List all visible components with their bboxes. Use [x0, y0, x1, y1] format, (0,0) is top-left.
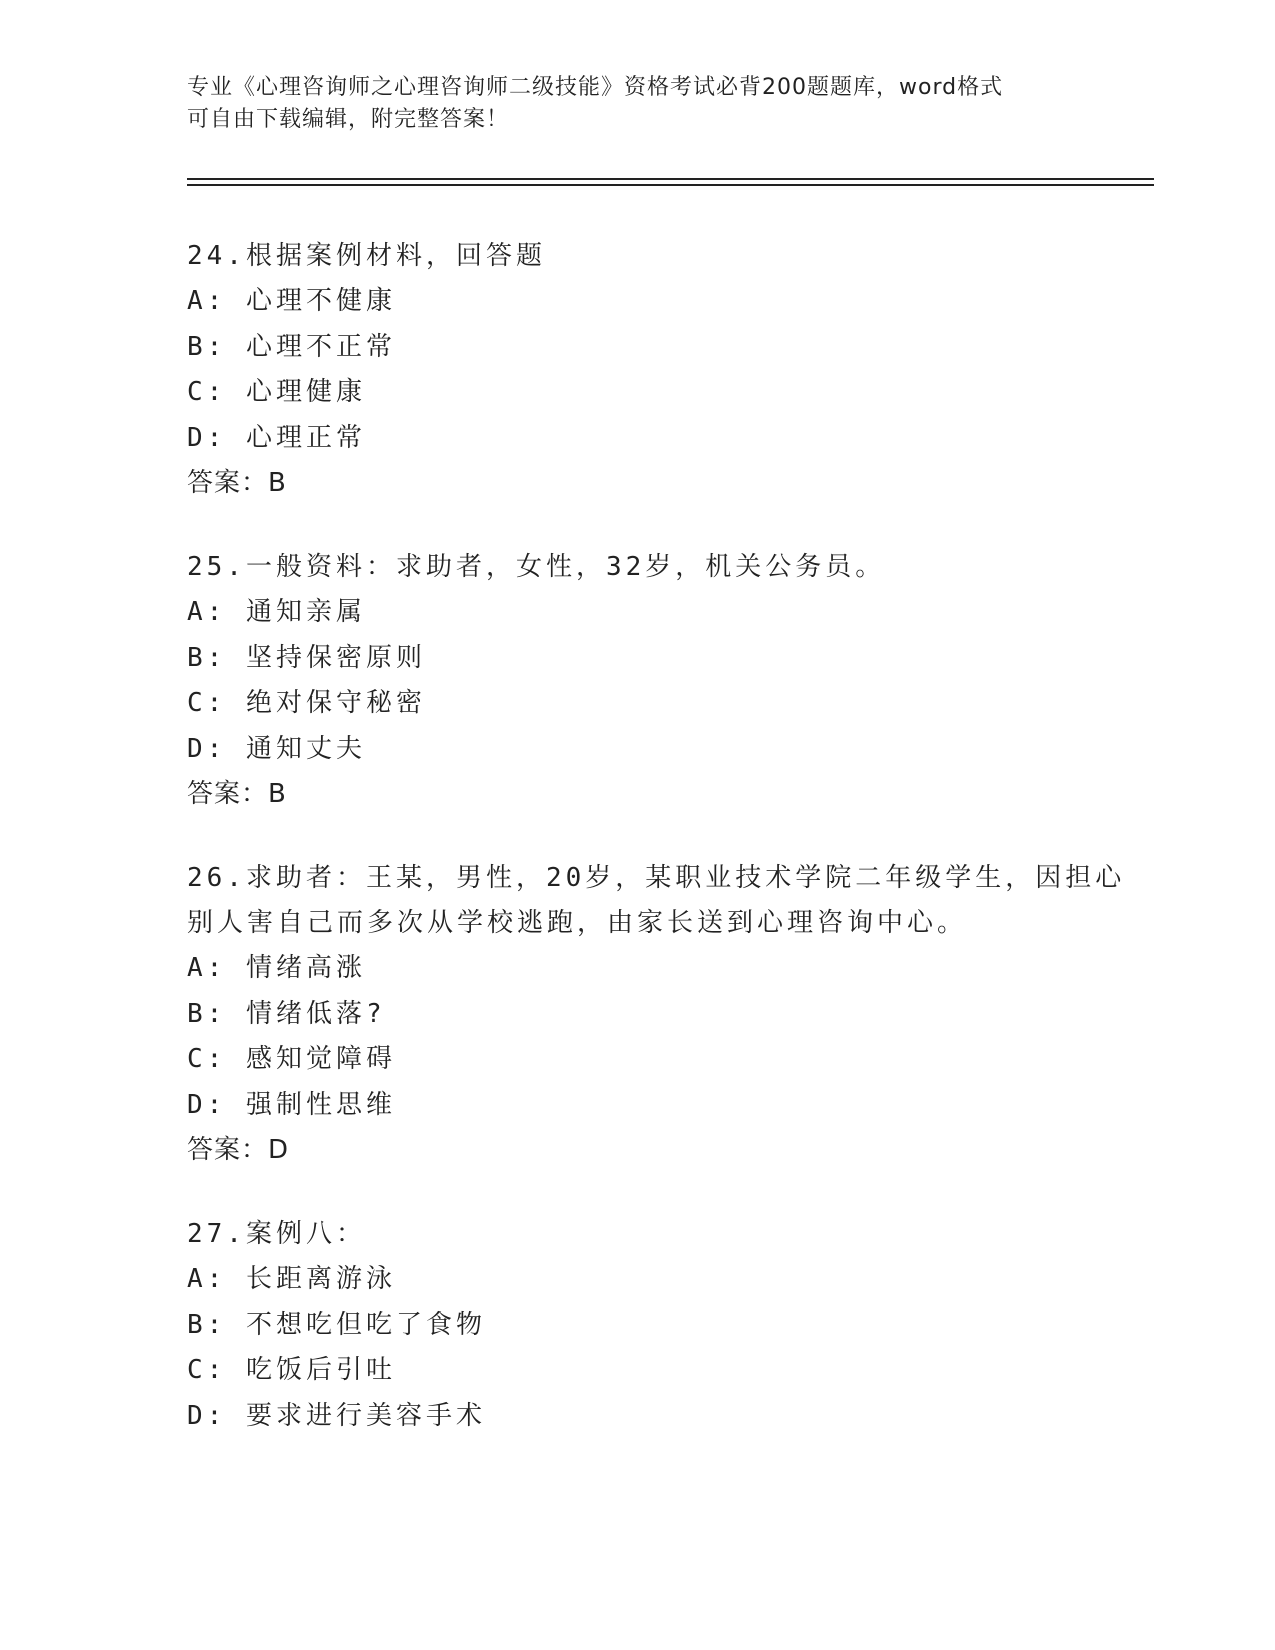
question-27 — [187, 1212, 1107, 1439]
option-c: C: 绝对保守秘密 — [187, 688, 426, 718]
option-c: C: 感知觉障碍 — [187, 1044, 396, 1074]
option-a: A: 通知亲属 — [187, 597, 366, 627]
option-c: C: 心理健康 — [187, 377, 366, 407]
header-line-1: 专业《心理咨询师之心理咨询师二级技能》资格考试必背200题题库，word格式 — [187, 75, 1004, 100]
answer: 答案：D — [187, 1135, 290, 1165]
question-list — [187, 234, 1126, 1479]
option-d: D: 强制性思维 — [187, 1089, 396, 1120]
option-b: B: 情绪低落? — [187, 998, 386, 1029]
header-line-2: 可自由下载编辑，附完整答案！ — [187, 107, 510, 132]
question-title-line-1: 26.求助者：王某，男性，20岁，某职业技术学院二年级学生，因担心 — [187, 863, 1126, 893]
option-a: A: 情绪高涨 — [187, 953, 366, 983]
option-d: D: 心理正常 — [187, 422, 366, 453]
header-divider-bottom — [187, 184, 1154, 186]
answer: 答案：B — [187, 779, 287, 809]
document-header — [187, 72, 1107, 136]
option-b: B: 心理不正常 — [187, 331, 396, 362]
option-c: C: 吃饭后引吐 — [187, 1355, 396, 1385]
question-title: 25.一般资料：求助者，女性，32岁，机关公务员。 — [187, 552, 886, 582]
question-title-line-2: 别人害自己而多次从学校逃跑，由家长送到心理咨询中心。 — [187, 908, 968, 938]
option-d: D: 通知丈夫 — [187, 733, 366, 764]
question-title: 27.案例八： — [187, 1219, 366, 1249]
option-b: B: 坚持保密原则 — [187, 642, 426, 673]
option-d: D: 要求进行美容手术 — [187, 1400, 486, 1431]
option-a: A: 长距离游泳 — [187, 1264, 396, 1294]
option-a: A: 心理不健康 — [187, 286, 396, 316]
question-25 — [187, 545, 1107, 816]
question-24 — [187, 234, 1107, 505]
answer: 答案：B — [187, 468, 287, 498]
question-26 — [187, 856, 1126, 1172]
option-b: B: 不想吃但吃了食物 — [187, 1309, 486, 1340]
header-divider-top — [187, 178, 1154, 180]
question-title: 24.根据案例材料，回答题 — [187, 241, 546, 271]
